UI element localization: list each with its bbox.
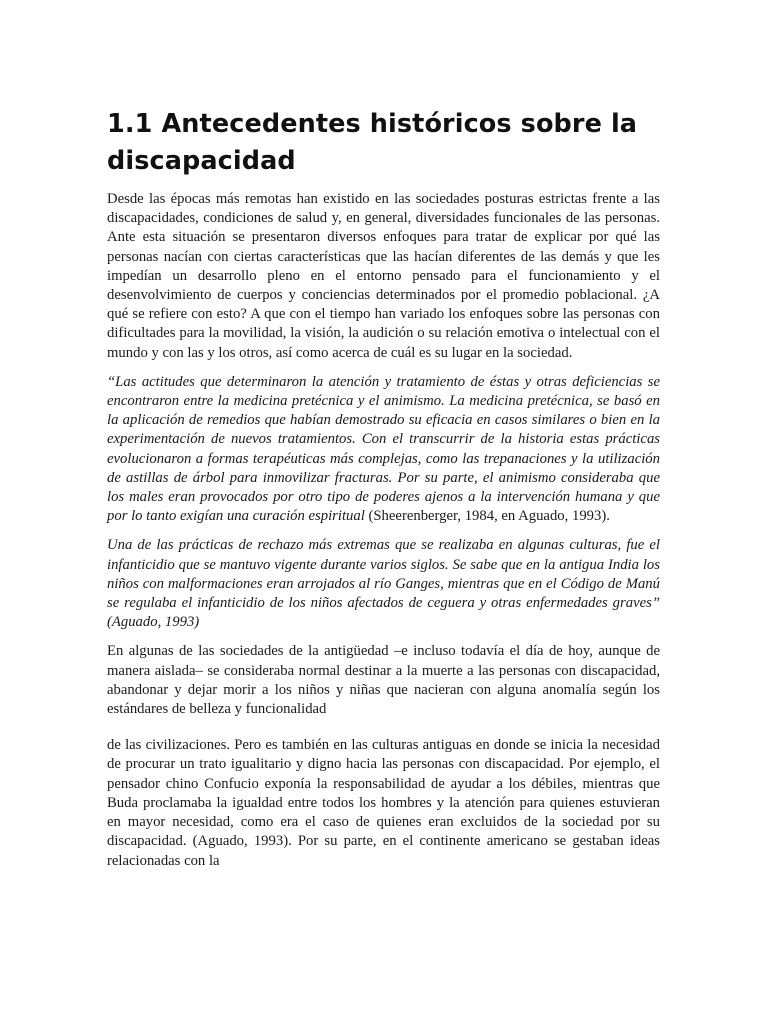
document-page bbox=[107, 106, 660, 871]
intro-paragraph: Desde las épocas más remotas han existido en las sociedades posturas estrictas frente a las discapacidades, condiciones de salud y, en general, diversidades funcionales de las personas. Ante esta situación se presentaron diversos enfoques para tratar de explicar por qué las personas nacían con ciertas características que las hacían diferentes de las demás y que les impedían un desarrollo pleno en el entorno pensado para el funcionamiento y el desenvolvimiento de cuerpos y conciencias determinados por el promedio poblacional. ¿A qué se refiere con esto? A que con el tiempo han variado los enfoques sobre las personas con dificultades para la movilidad, la visión, la audición o su relación emotiva o intelectual con el mundo y con las y los otros, así como acerca de cuál es su lugar en la sociedad. bbox=[107, 191, 660, 361]
quote-text: “Las actitudes que determinaron la atención y tratamiento de éstas y otras deficiencias se encontraron entre la medicina pretécnica y el animismo. La medicina pretécnica, se basó en la aplicación de remedios que habían demostrado su eficacia en casos similares o bien en la experimentación de nuevos tratamientos. Con el transcurrir de la historia estas prácticas evolucionaron a formas terapéuticas más complejas, como las trepanaciones y la utilización de astillas de árbol para inmovilizar fracturas. Por su parte, el animismo consideraba que los males eran provocados por otro tipo de poderes ajenos a la intervención humana y que por lo tanto exigían una curación espiritual bbox=[107, 373, 660, 525]
civilizations-paragraph: de las civilizaciones. Pero es también en las culturas antiguas en donde se inicia la necesidad de procurar un trato igualitario y digno hacia las personas con discapacidad. Por ejemplo, el pensador chino Confucio exponía la responsabilidad de ayudar a los débiles, mientras que Buda proclamaba la igualdad entre todos los hombres y la atención para quienes estuvieran en mayor necesidad, como era el caso de quienes eran excluidos de la sociedad por su discapacidad. (Aguado, 1993). Por su parte, en el continente americano se gestaban ideas relacionadas con la bbox=[107, 737, 660, 869]
quote-paragraph-infanticide: Una de las prácticas de rechazo más extremas que se realizaba en algunas culturas, fue el infanticidio que se mantuvo vigente durante varios siglos. Se sabe que en la antigua India los niños con malformaciones eran arrojados al río Ganges, mientras que en el Código de Manú se regulaba el infanticidio de los niños afectados de ceguera y otras enfermedades graves” (Aguado, 1993) bbox=[107, 537, 660, 631]
quote-citation: (Sheerenberger, 1984, en Aguado, 1993). bbox=[364, 508, 610, 525]
quote-paragraph-medicine bbox=[107, 373, 660, 527]
section-heading: 1.1 Antecedentes históricos sobre la discapacidad bbox=[107, 109, 638, 176]
antiquity-paragraph: En algunas de las sociedades de la antigüedad –e incluso todavía el día de hoy, aunque de manera aislada– se consideraba normal destinar a la muerte a las personas con discapacidad, abandonar y dejar morir a los niños y niñas que nacieran con alguna anomalía según los estándares de belleza y funcionalidad bbox=[107, 643, 660, 718]
